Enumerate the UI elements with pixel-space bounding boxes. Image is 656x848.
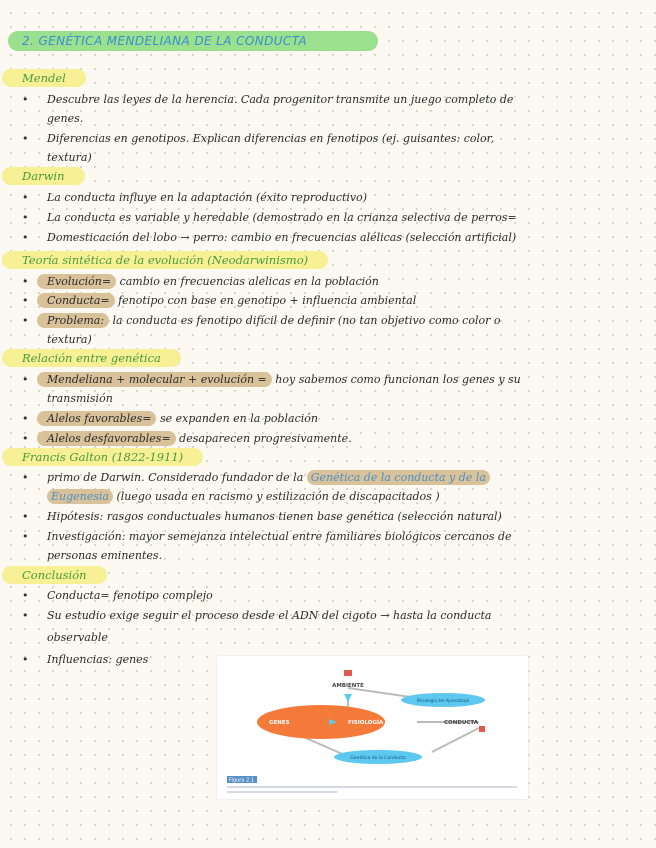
bullet: • — [22, 412, 29, 425]
text-line: Su estudio exige seguir el proceso desde el ADN del cigoto → hasta la conducta — [47, 609, 492, 622]
text-line: Descubre las leyes de la herencia. Cada progenitor transmite un juego completo de — [47, 93, 514, 106]
section-heading-sintetica: Teoría sintética de la evolución (Neodarwinismo) — [2, 251, 328, 269]
text-line: genes. — [47, 112, 84, 125]
text-line — [47, 487, 440, 506]
label-psico: Psicología del Aprendizaje — [416, 698, 470, 703]
text-line: observable — [47, 631, 108, 644]
bullet: • — [22, 231, 29, 244]
figure-diagram — [217, 656, 528, 799]
text-rest: desaparecen progresivamente. — [175, 432, 352, 445]
text-line: personas eminentes. — [47, 549, 163, 562]
section-heading-relacion: Relación entre genética — [2, 349, 181, 367]
text-line: Hipótesis: rasgos conductuales humanos tienen base genética (selección natural) — [47, 510, 502, 523]
section-heading-galton: Francis Galton (1822-1911) — [2, 448, 203, 466]
highlight-key: Alelos desfavorables= — [37, 431, 176, 446]
bullet: • — [22, 653, 29, 666]
text-line — [47, 409, 318, 428]
text-line: La conducta es variable y heredable (demostrado en la crianza selectiva de perros= — [47, 211, 517, 224]
section-heading-darwin: Darwin — [2, 167, 85, 185]
text-rest: la conducta es fenotipo difícil de definir (no tan objetivo como color o — [109, 314, 501, 327]
text-line: textura) — [47, 151, 92, 164]
text-line: Influencias: genes — [47, 653, 149, 666]
text-line: Diferencias en genotipos. Explican diferencias en fenotipos (ej. guisantes: color, — [47, 132, 495, 145]
highlight-key: Alelos favorables= — [37, 411, 156, 426]
text-rest: (luego usada en racismo y estilización de discapacitados ) — [112, 490, 440, 503]
text-line — [47, 311, 500, 330]
caption-text-line — [227, 786, 517, 788]
text-line: Conducta= fenotipo complejo — [47, 589, 213, 602]
caption-label: Figura 2.1 — [229, 777, 254, 784]
bullet: • — [22, 609, 29, 622]
bullet: • — [22, 294, 29, 307]
text-rest: hoy sabemos como funcionan los genes y su — [271, 373, 521, 386]
text-line: Domesticación del lobo → perro: cambio en frecuencias alélicas (selección artificial) — [47, 231, 517, 244]
bullet: • — [22, 191, 29, 204]
text-rest: fenotipo con base en genotipo + influencia ambiental — [114, 294, 417, 307]
text-line — [47, 272, 379, 291]
text-line — [47, 468, 490, 487]
text-line: Investigación: mayor semejanza intelectual entre familiares biológicos cercanos de — [47, 530, 512, 543]
text-line: textura) — [47, 333, 92, 346]
text-pre: primo de Darwin. Considerado fundador de la — [47, 471, 307, 484]
text-line — [47, 370, 521, 389]
page-title: 2. GENÉTICA MENDELIANA DE LA CONDUCTA — [8, 31, 378, 51]
bullet: • — [22, 132, 29, 145]
text-rest: se expanden en la población — [156, 412, 318, 425]
highlight-key: Evolución= — [37, 274, 116, 289]
section-heading-mendel: Mendel — [2, 69, 86, 87]
bullet: • — [22, 589, 29, 602]
label-genes: GENES — [269, 720, 290, 726]
bullet: • — [22, 314, 29, 327]
bullet: • — [22, 530, 29, 543]
text-line — [47, 291, 416, 310]
highlight-link-text: Eugenesia — [47, 489, 113, 504]
label-conducta: CONDUCTA — [444, 720, 478, 726]
highlight-key: Conducta= — [37, 293, 115, 308]
text-line — [47, 429, 352, 448]
connector-line — [432, 728, 479, 752]
arrow-icon — [344, 694, 352, 702]
caption-text-line — [227, 791, 337, 793]
text-line: La conducta influye en la adaptación (éxito reproductivo) — [47, 191, 368, 204]
highlight-link-text: Genética de la conducta y de la — [307, 470, 490, 485]
bullet: • — [22, 432, 29, 445]
label-ambiente: AMBIENTE — [332, 683, 364, 689]
bullet: • — [22, 471, 29, 484]
genes-conduct-figure — [217, 656, 528, 799]
bullet: • — [22, 510, 29, 523]
label-fisiologia: FISIOLOGÍA — [348, 720, 384, 726]
ambiente-icon — [344, 670, 352, 676]
label-gencond: Genética de la Conducta — [350, 756, 406, 761]
highlight-key: Mendeliana + molecular + evolución = — [37, 372, 272, 387]
bullet: • — [22, 373, 29, 386]
highlight-key: Problema: — [37, 313, 109, 328]
section-heading-conclusion: Conclusión — [2, 566, 107, 584]
text-rest: cambio en frecuencias alelicas en la población — [116, 275, 379, 288]
bullet: • — [22, 275, 29, 288]
conducta-icon — [479, 726, 485, 732]
bullet: • — [22, 93, 29, 106]
text-line: transmisión — [47, 392, 113, 405]
bullet: • — [22, 211, 29, 224]
